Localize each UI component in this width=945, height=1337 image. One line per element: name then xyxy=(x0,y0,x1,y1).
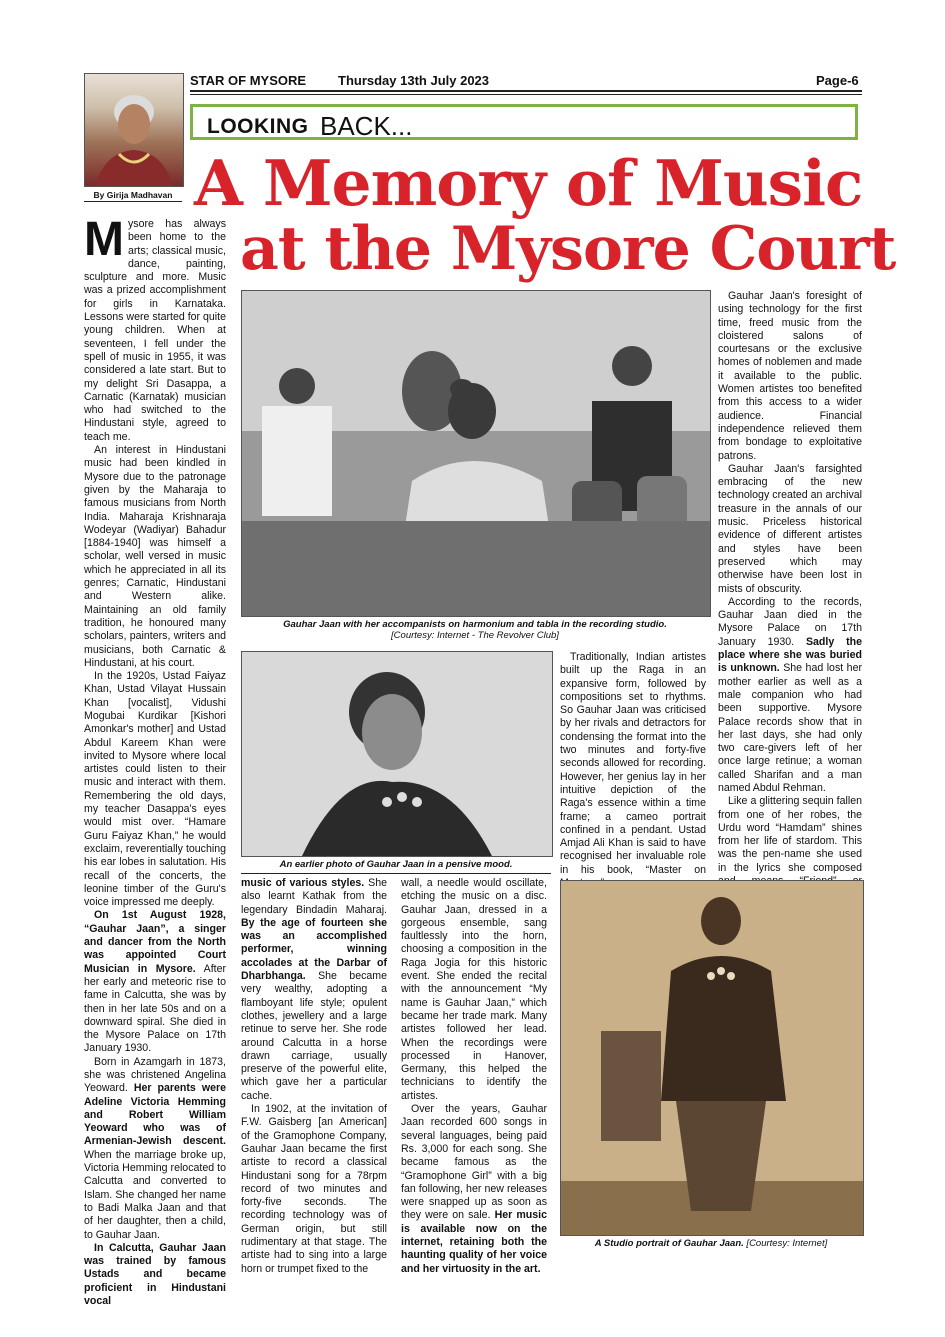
col4-p3-rest: She had lost her mother earlier as well as a male companion who had been supportive. Mysore Palace records show that in her last days, she had only two care-givers left of her once large retinue; a woman called Sharifan and a man named Abdul Rehman. xyxy=(718,662,862,794)
col1-p5-rest: When the marriage broke up, Victoria Hemming relocated to Calcutta and converted to Islam. She changed her name to Badi Malka Jaan and that of her daughter, then a child, to Gauhar Jaan. xyxy=(84,1148,226,1241)
masthead-paper: STAR OF MYSORE xyxy=(190,73,307,88)
main-photo-caption-text: Gauhar Jaan with her accompanists on harmonium and tabla in the recording studio. xyxy=(283,619,667,630)
article-column-3 xyxy=(401,877,548,1275)
studio-photo-credit: [Courtesy: Internet] xyxy=(743,1238,828,1249)
col3-p2-bold: Her music is available now on the internet, retaining both the haunting quality of her voice and her virtuosity in the art. xyxy=(401,1209,548,1275)
pensive-photo-caption: An earlier photo of Gauhar Jaan in a pensive mood. xyxy=(279,859,513,870)
article-column-1 xyxy=(84,213,226,1308)
article-column-4 xyxy=(718,290,862,880)
byline-rule xyxy=(84,201,182,202)
recording-studio-photo-icon xyxy=(242,291,710,616)
col1-p4-rest: After her early and meteoric rise to fame in Calcutta, she was by then in her late 50s and on a downward spiral. She died in the Mysore Palace on 17th January 1930. xyxy=(84,962,226,1055)
pensive-portrait-icon xyxy=(242,652,552,856)
colmr-p1: Traditionally, Indian artistes built up the Raga in an expansive form, followed by compositions set to rhythms. So Gauhar Jaan was criticised by her rivals and detractors for condensing the format into the two minutes and forty-five seconds allowed for recording. However, her genius lay in her intuitive depiction of the Raga's essence within a time frame; a cameo portrait confined in a pendant. Ustad Amjad Ali Khan is said to have recognised her invaluable role in his book, “Master on xyxy=(560,651,706,876)
masthead-date: Thursday 13th July 2023 xyxy=(338,73,490,88)
col4-p3-bold: Sadly the place where she was buried is unknown. xyxy=(718,635,862,675)
studio-photo-caption-text: A Studio portrait of Gauhar Jaan. xyxy=(594,1238,744,1249)
studio-portrait-icon xyxy=(561,881,863,1235)
col1-p2: An interest in Hindustani music had been kindled in Mysore due to the patronage given by the Maharaja to famous musicians from North India. Maharaja Krishnaraja Wodeyar (Wadiyar) Bahadur [1884-1940] was himself a scholar, well versed in music which he appreciated in all its genres; Carnatic, Hindustani and Western alike. Maintaining an old family tradition, he honoured many scholars, painters, writers and musicians, both Carnatic & Hindustani, at his court. xyxy=(84,444,226,669)
main-photo-caption xyxy=(241,619,709,641)
masthead-page: Page-6 xyxy=(816,73,859,88)
col4-p1: Gauhar Jaan's foresight of using technology for the first time, freed music from the cloistered salons of courtesans or the exclusive homes of noblemen and made it available to the public. Women artistes too benefited from this access to a wider audience. Financial independence relieved them from bondage to exploitative patrons. xyxy=(718,290,862,462)
col3-p1: wall, a needle would oscillate, etching the music on a disc. Gauhar Jaan, dressed in a gorgeous ensemble, sang faultlessly into the horn, choosing a composition in the Raga Jogia for this historic event. She ended the recital with the announcement “My name is Gauhar Jaan,” which became her trade mark. Many artistes followed her lead. When the recordings were processed in Hanover, Germany, this helped the technicians to identify the artistes. xyxy=(401,877,547,1102)
main-photo-credit: [Courtesy: Internet - The Revolver Club] xyxy=(391,630,559,641)
author-photo xyxy=(84,73,184,187)
article-column-2 xyxy=(241,877,387,1275)
col2-p2: In 1902, at the invitation of F.W. Gaisberg [an American] of the Gramophone Company, Gauhar Jaan became the first artiste to record a classical Hindustani song for a 78rpm record of two minutes and forty-five seconds. The recording technology was of German origin, but still rudimentary at that stage. The artiste had to sing into a large horn or trumpet fixed to the xyxy=(241,1103,387,1275)
author-portrait-icon xyxy=(85,74,183,186)
col1-p1: ysore has always been home to the arts; classical music, dance, painting, sculpture and more. Music was a prized accomplishment for girls in Karnataka. Lessons were started for quite young children. When at seventeen, I fell under the spell of music in 1955, it was considered a late start. But to my delight Sri Dasappa, a Carnatic (Karnatak) musician who had switched to the Hindustani style, agreed to teach me. xyxy=(84,218,226,443)
column-label-bold: LOOKING xyxy=(207,115,309,138)
studio-portrait-photo xyxy=(560,880,864,1236)
col2-p1-bold: music of various styles. xyxy=(241,877,365,889)
main-photo xyxy=(241,290,711,617)
col2-p1-bold2: By the age of fourteen she was an accomplished performer, winning accolades at the Darbar of Dharbhanga. xyxy=(241,916,387,983)
headline-line2: at the Mysore Court xyxy=(240,214,896,284)
col4-p3-a: According to the records, Gauhar Jaan died in the Mysore Palace on 17th January 1930. xyxy=(718,595,862,648)
studio-photo-caption xyxy=(560,1238,862,1249)
col3-p2-a: Over the years, Gauhar Jaan recorded 600 songs in several languages, being paid Rs. 3,000 for each song. She became famous as the “Gramophone Girl” with a big fan following, her new releases were snapped up as soon as they were on sale. xyxy=(401,1103,547,1222)
headline-line1: A Memory of Music xyxy=(194,146,863,220)
col4-p4: Like a glittering sequin fallen from one of her robes, the Urdu word “Hamdam” shines from her life of stardom. This was the pen-name she used in the lyrics she composed xyxy=(718,795,862,874)
col2-p1-rest: She became very wealthy, adopting a flamboyant life style; opulent clothes, jewellery and a large retinue to serve her. She rode around Calcutta in a horse drawn carriage, usually preserve of the powerful elite, which gave her a particular cache. xyxy=(241,970,387,1102)
byline: By Girija Madhavan xyxy=(93,190,173,200)
caption-rule xyxy=(241,873,551,874)
masthead-rule xyxy=(190,90,862,92)
column-label-box xyxy=(190,104,858,140)
col1-p5-a: Born in Azamgarh in 1873, she was christened Angelina Yeoward. xyxy=(84,1055,226,1095)
pensive-photo xyxy=(241,651,553,857)
col1-p5-bold: Her parents were Adeline Victoria Hemming and Robert William Yeoward who was of Armenian-Jewish descent. xyxy=(84,1082,226,1148)
col4-p2: Gauhar Jaan's farsighted embracing of the new technology created an archival treasure in the annals of our music. Priceless historical evidence of different artistes and styles have been preserved which may otherwise have been lost in mists of obscurity. xyxy=(718,462,862,595)
col2-p1-a: She also learnt Kathak from the legendary Bindadin Maharaj. xyxy=(241,877,387,916)
col1-p4-bold: On 1st August 1928, “Gauhar Jaan”, a singer and dancer from the North was appointed Court Musician in Mysore. xyxy=(84,909,226,975)
col1-p3: In the 1920s, Ustad Faiyaz Khan, Ustad Vilayat Hussain Khan [vocalist], Vidushi Mogubai Kurdikar [Kishori Amonkar's mother] and Ustad Abdul Kareem Khan were invited to Mysore where local artistes could listen to their music and interact with them. Remembering the old days, my teacher Dasappa's eyes would mist over. “Hamare Guru Faiyaz Khan,” he would exclaim, reverentially touching his ear lobes in salutation. His recall of the concerts, the leonine timber of the Guru's voice impressed me deeply. xyxy=(84,670,226,909)
dropcap: M xyxy=(84,213,124,266)
article-column-mid-right xyxy=(560,651,706,876)
masthead-rule-thin xyxy=(190,94,862,95)
col1-p6-bold: In Calcutta, Gauhar Jaan was trained by famous Ustads and became proficient in Hindustani vocal xyxy=(84,1241,226,1308)
column-label-rest: BACK... xyxy=(320,111,413,141)
